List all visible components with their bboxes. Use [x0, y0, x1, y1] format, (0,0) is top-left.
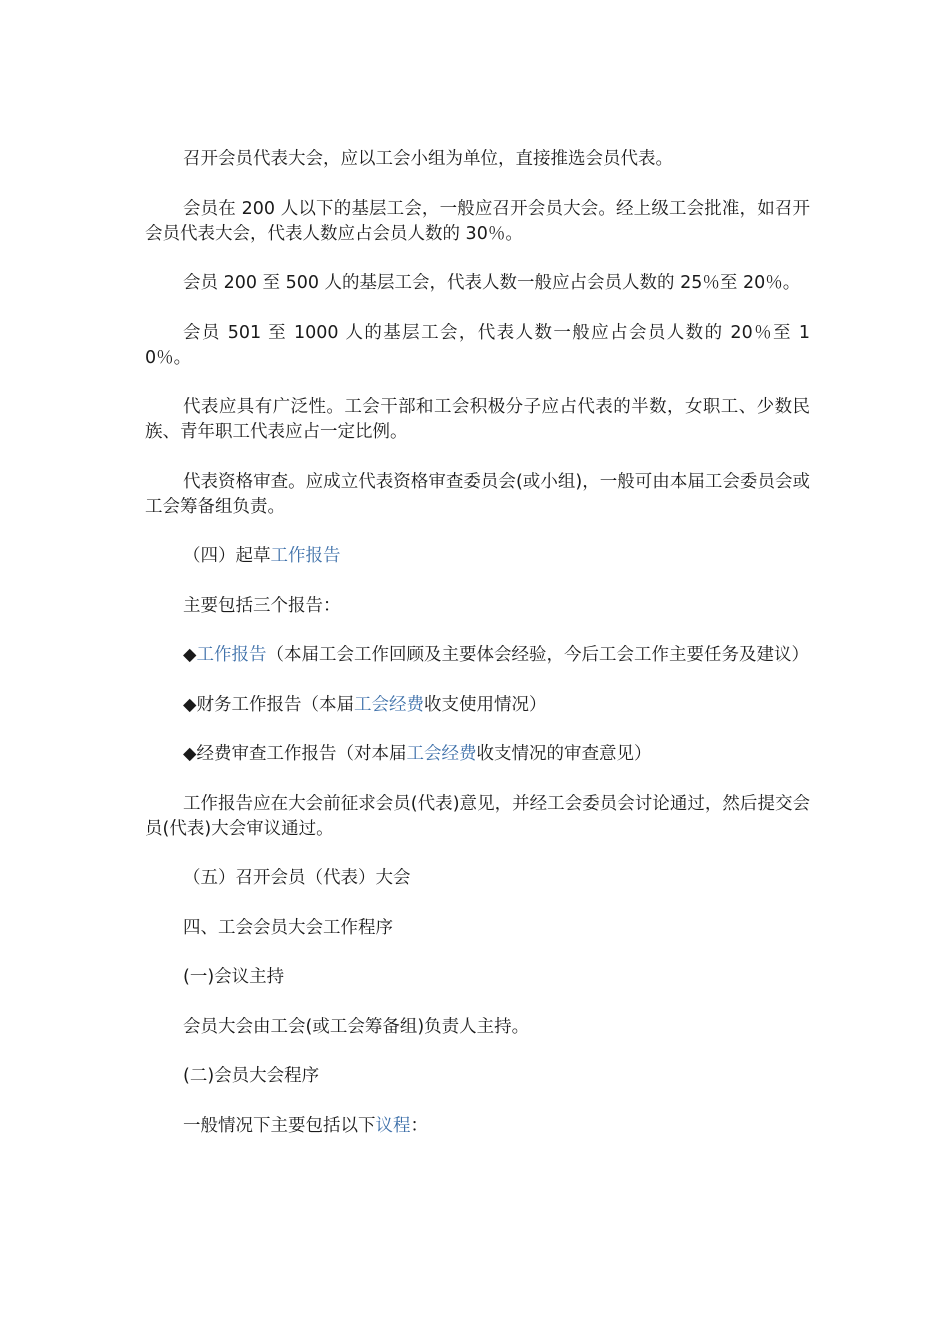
- text-run: （五）召开会员（代表）大会: [183, 868, 411, 888]
- text-run: 工作报告应在大会前征求会员(代表)意见，并经工会委员会讨论通过，然后提交会员(代表)大会审议通过。: [145, 793, 810, 839]
- text-run: 一般情况下主要包括以下: [183, 1115, 376, 1136]
- text-run: 四、工会会员大会工作程序: [183, 917, 393, 938]
- text-run: 收支使用情况）: [423, 694, 547, 715]
- text-run: 会员 200 至 500 人的基层工会，代表人数一般应占会员人数的 25％至 20％。: [183, 273, 801, 293]
- paragraph: [145, 321, 810, 371]
- document-body: [145, 147, 810, 1163]
- paragraph: [145, 271, 810, 296]
- bullet-item: [145, 693, 810, 718]
- diamond-bullet-icon: ◆: [183, 645, 197, 665]
- bullet-item: [145, 742, 810, 767]
- text-run: 收支情况的审查意见）: [476, 744, 652, 764]
- text-run: （本届工会工作回顾及主要体会经验，今后工会工作主要任务及建议）: [266, 645, 809, 665]
- bullet-item: [145, 643, 810, 668]
- text-run: 代表资格审查。应成立代表资格审查委员会(或小组)，一般可由本届工会委员会或工会筹备组负责。: [145, 471, 810, 517]
- text-run: ：: [410, 1115, 428, 1136]
- text-run: ◆财务工作报告（本届: [183, 694, 354, 715]
- text-run: 主要包括三个报告：: [183, 595, 341, 616]
- paragraph: [145, 792, 810, 842]
- paragraph: [145, 395, 810, 445]
- section-heading: [145, 544, 810, 569]
- text-run: 会员 501 至 1000 人的基层工会，代表人数一般应占会员人数的 20％至 10％。: [145, 322, 810, 368]
- section-heading: [145, 965, 810, 990]
- paragraph: [145, 1114, 810, 1139]
- union-funds-link[interactable]: 工会经费: [353, 694, 424, 715]
- text-run: (二)会员大会程序: [183, 1066, 320, 1086]
- text-run: (一)会议主持: [183, 967, 285, 987]
- work-report-link[interactable]: 工作报告: [270, 546, 341, 566]
- paragraph: [145, 594, 810, 619]
- text-run: 召开会员代表大会，应以工会小组为单位，直接推选会员代表。: [183, 149, 673, 169]
- section-heading: [145, 1064, 810, 1089]
- text-run: 会员在 200 人以下的基层工会，一般应召开会员大会。经上级工会批准，如召开会员代表大会，代表人数应占会员人数的 30％。: [145, 198, 810, 244]
- paragraph: [145, 147, 810, 172]
- union-funds-link[interactable]: 工会经费: [406, 744, 477, 764]
- text-run: （四）起草: [183, 546, 271, 566]
- text-run: 代表应具有广泛性。工会干部和工会积极分子应占代表的半数，女职工、少数民族、青年职工代表应占一定比例。: [145, 397, 810, 442]
- section-heading: [145, 916, 810, 941]
- agenda-link[interactable]: 议程: [375, 1115, 411, 1136]
- paragraph: [145, 1015, 810, 1040]
- text-run: 会员大会由工会(或工会筹备组)负责人主持。: [183, 1016, 530, 1037]
- paragraph: [145, 470, 810, 520]
- text-run: ◆经费审查工作报告（对本届: [183, 744, 407, 764]
- work-report-link[interactable]: 工作报告: [196, 645, 267, 665]
- section-heading: [145, 866, 810, 891]
- paragraph: [145, 197, 810, 247]
